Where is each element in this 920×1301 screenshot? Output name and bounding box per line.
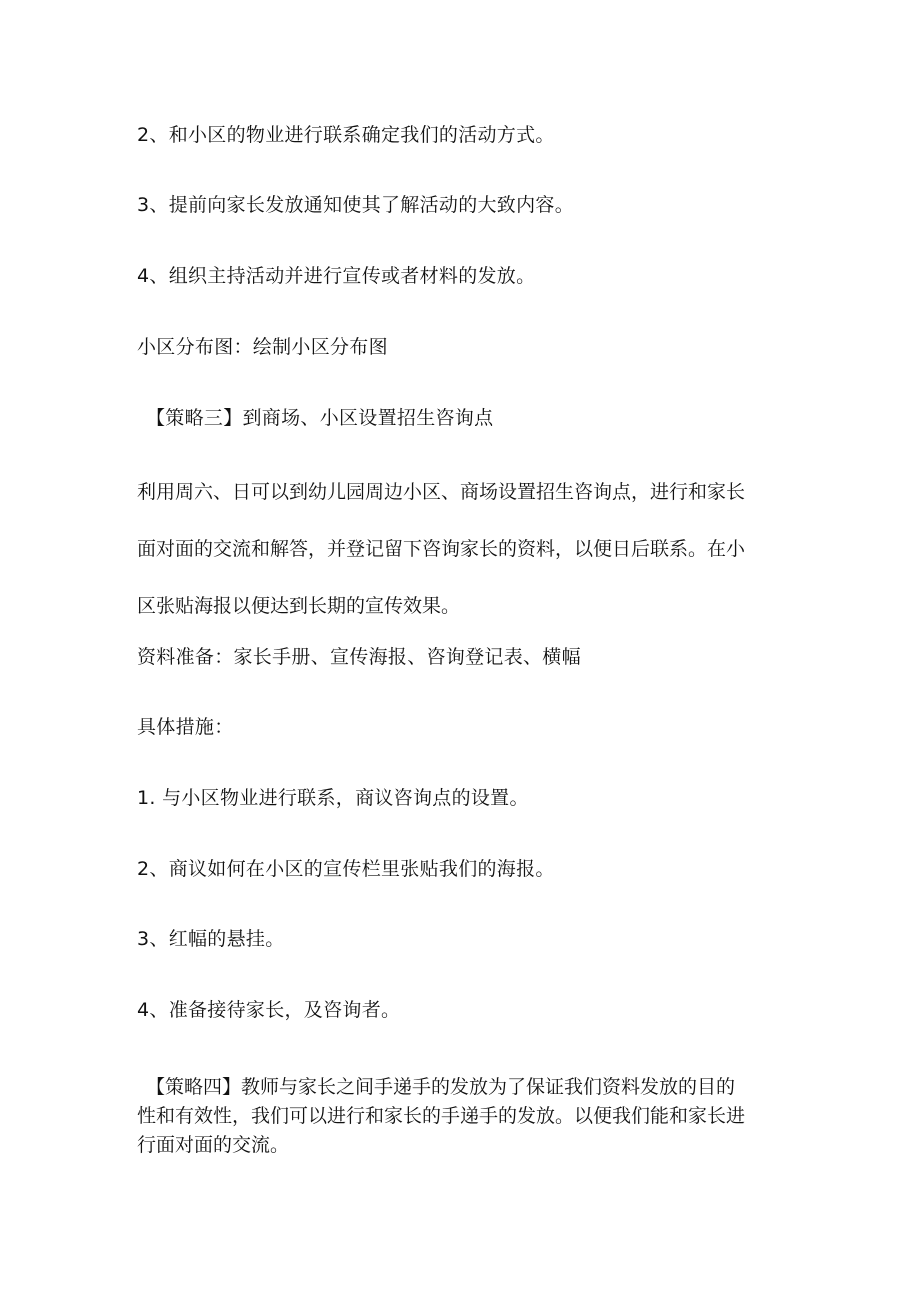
materials-line: 资料准备：家长手册、宣传海报、咨询登记表、横幅 xyxy=(137,646,581,668)
step-4-line: 4、组织主持活动并进行宣传或者材料的发放。 xyxy=(137,265,536,287)
measure-4-line: 4、准备接待家长，及咨询者。 xyxy=(137,999,401,1021)
strategy-3-body xyxy=(137,464,787,635)
strategy-4-body-line: 性和有效性，我们可以进行和家长的手递手的发放。以便我们能和家长进 xyxy=(137,1105,746,1127)
step-2-line: 2、和小区的物业进行联系确定我们的活动方式。 xyxy=(137,124,555,146)
strategy-3-body-line: 面对面的交流和解答，并登记留下咨询家长的资料，以便日后联系。在小 xyxy=(137,538,746,560)
strategy-3-body-line: 利用周六、日可以到幼儿园周边小区、商场设置招生咨询点，进行和家长 xyxy=(137,481,746,503)
strategy-4-body-line: 【策略四】教师与家长之间手递手的发放为了保证我们资料发放的目的 xyxy=(146,1076,736,1098)
measure-3-line: 3、红幅的悬挂。 xyxy=(137,928,285,950)
strategy-4-body xyxy=(137,1073,796,1160)
measure-1-line: 1. 与小区物业进行联系，商议咨询点的设置。 xyxy=(137,787,529,809)
strategy-3-body-line: 区张贴海报以便达到长期的宣传效果。 xyxy=(137,595,461,617)
step-3-line: 3、提前向家长发放通知使其了解活动的大致内容。 xyxy=(137,194,574,216)
strategy-4-body-line: 行面对面的交流。 xyxy=(137,1134,290,1156)
measure-2-line: 2、商议如何在小区的宣传栏里张贴我们的海报。 xyxy=(137,858,555,880)
map-line: 小区分布图：绘制小区分布图 xyxy=(137,336,388,358)
strategy-3-heading: 【策略三】到商场、小区设置招生咨询点 xyxy=(146,407,494,429)
measures-heading: 具体措施： xyxy=(137,716,234,738)
